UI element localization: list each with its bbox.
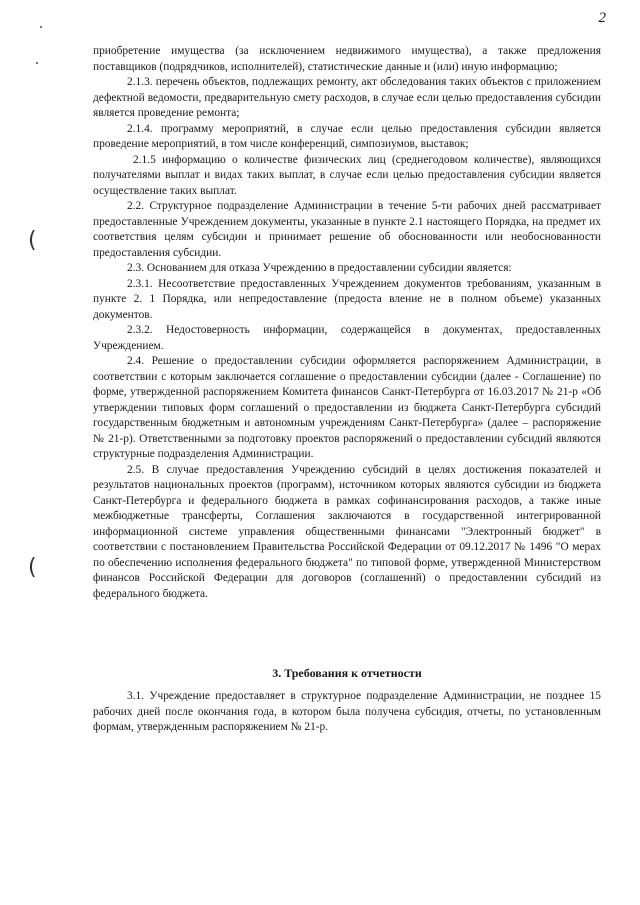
document-body: [93, 44, 601, 602]
paragraph-2-3-1: 2.3.1. Несоответствие предоставленных Учреждением документов требованиям, указанным в пункте 2. 1 Порядка, или непредоставление (предоста вление не в полном объеме) указанных документов.: [93, 277, 601, 321]
paragraph-2-1-4: 2.1.4. программу мероприятий, в случае если целью предоставления субсидии является проведение мероприятий, в том числе конференций, симпозиумов, выставок;: [93, 122, 601, 150]
paragraph-2-3: 2.3. Основанием для отказа Учреждению в предоставлении субсидии является:: [127, 262, 512, 274]
section-3-title: 3. Требования к отчетности: [272, 666, 422, 680]
paragraph-2-1-3: 2.1.3. перечень объектов, подлежащих ремонту, акт обследования таких объектов с приложением дефектной ведомости, предварительную смету расходов, в случае если целью предоставления субсидии является проведение ремонта;: [93, 76, 601, 119]
paragraph-2-1-5: 2.1.5 информацию о количестве физических лиц (среднегодовом количестве), являющихся получателями выплат и видах таких выплат, в случае если целью предоставления субсидии является осуществление таких выплат.: [93, 153, 601, 197]
scan-speck: [40, 26, 42, 28]
punch-hole-mark: (: [28, 555, 37, 580]
paragraph-2-5: 2.5. В случае предоставления Учреждению субсидий в целях достижения показателей и результатов национальных проектов (программ), источником которых являются субсидии из бюджета Санкт-Петербурга и федерального бюджета в рамках софинансирования расходов, а также иные межбюджетные трансферты, Соглашения заключаются в государственной интегрированной информационной системе управления общественными финансами "Электронный бюджет" в соответствии с постановлением Правительства Российской Федерации от 09.12.2017 № 1496 "О мерах по обеспечению исполнения федерального бюджета" по типовой форме, утвержденной Министерством финансов Российской Федерации для договоров (соглашений) о предоставлении субсидий из федерального бюджета.: [93, 463, 601, 600]
paragraph-2-3-2: 2.3.2. Недостоверность информации, содержащейся в документах, предоставленных Учреждением.: [93, 324, 601, 352]
section-3-body: [93, 689, 601, 736]
paragraph-continuation: приобретение имущества (за исключением недвижимого имущества), а также предложения поставщиков (подрядчиков, исполнителей), статистические данные и (или) иную информацию;: [93, 45, 601, 73]
paragraph-2-2: 2.2. Структурное подразделение Администрации в течение 5-ти рабочих дней рассматривает предоставленные Учреждением документы, указанные в пункте 2.1 настоящего Порядка, на предмет их соответствия целям субсидии и принимает решение об обоснованности или необоснованности предоставления субсидии.: [93, 200, 601, 259]
page-number: 2: [598, 10, 606, 26]
scan-speck: [36, 62, 38, 64]
paragraph-3-1: 3.1. Учреждение предоставляет в структурное подразделение Администрации, не позднее 15 рабочих дней после окончания года, в котором была получена субсидия, отчеты, по установленным формам, утвержденным распоряжением № 21-р.: [93, 690, 601, 733]
paragraph-2-4: 2.4. Решение о предоставлении субсидии оформляется распоряжением Администрации, в соответствии с которым заключается соглашение о предоставлении субсидии (далее - Соглашение) по форме, утвержденной распоряжением Комитета финансов Санкт-Петербурга от 16.03.2017 № 21-р «Об утверждении типовых форм соглашений о предоставлении из бюджета Санкт-Петербурга субсидий государственным бюджетным и автономным учреждениям Санкт-Петербурга» (далее – распоряжение № 21-р). Ответственными за подготовку проектов распоряжений о предоставлении субсидий являются структурные подразделения Администрации.: [93, 355, 601, 460]
punch-hole-mark: (: [28, 228, 37, 253]
